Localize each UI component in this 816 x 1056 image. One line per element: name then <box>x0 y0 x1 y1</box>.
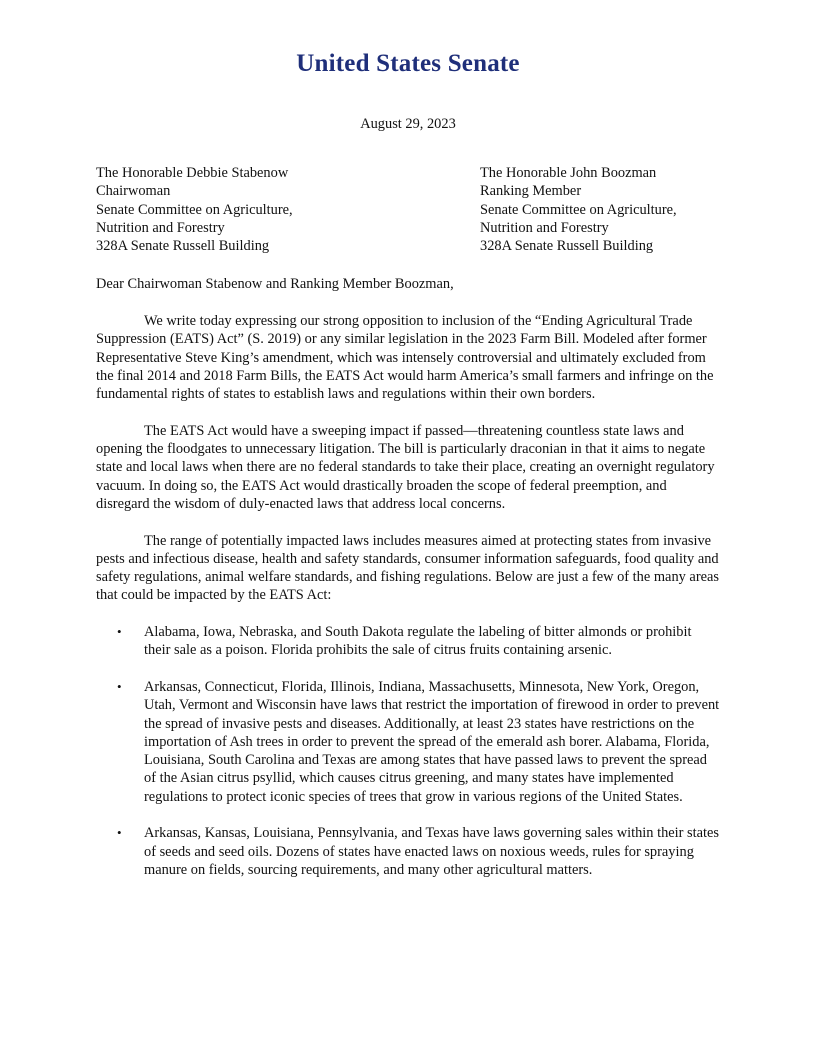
bullet-icon: • <box>117 678 122 694</box>
recipient-right-line: The Honorable John Boozman <box>480 165 657 181</box>
list-item <box>96 623 720 660</box>
recipient-left <box>96 164 293 255</box>
recipient-right-line: 328A Senate Russell Building <box>480 238 654 255</box>
list-item-text: Arkansas, Connecticut, Florida, Illinois, Indiana, Massachusetts, Minnesota, New York, Oregon, Utah, Vermont and Wisconsin have laws that restrict the importation of firewood in order to prevent the spread of invasive pests and diseases. Additionally, at least 23 states have restrictions on the importation of Ash trees in order to prevent the spread of the emerald ash borer. Alabama, Florida, Louisiana, South Carolina and Texas are among states that have passed laws to prevent the spread of the Asian citrus psyllid, which causes citrus greening, and many states have implemented regulations to protect iconic species of trees that grow in various regions of the United States. <box>144 678 720 805</box>
body-paragraph: The range of potentially impacted laws includes measures aimed at protecting states from invasive pests and infectious disease, health and safety standards, consumer information safeguards, food quality and safety regulations, animal welfare standards, and fishing regulations. Below are just a few of the many areas that could be impacted by the EATS Act: <box>96 532 719 604</box>
list-item-text: Alabama, Iowa, Nebraska, and South Dakota regulate the labeling of bitter almonds or prohibit their sale as a poison. Florida prohibits the sale of citrus fruits containing arsenic. <box>144 624 692 659</box>
recipient-left-line: Senate Committee on Agriculture, <box>96 201 293 218</box>
recipient-left-line: Chairwoman <box>96 183 171 200</box>
recipient-left-line: The Honorable Debbie Stabenow <box>96 165 289 181</box>
recipient-left-line: 328A Senate Russell Building <box>96 238 270 255</box>
bullet-icon: • <box>117 624 122 640</box>
recipient-right <box>480 164 677 255</box>
letter-date: August 29, 2023 <box>360 116 456 132</box>
list-item <box>96 824 720 879</box>
list-item <box>96 678 720 806</box>
salutation: Dear Chairwoman Stabenow and Ranking Member Boozman, <box>96 276 454 292</box>
recipient-left-line: Nutrition and Forestry <box>96 219 225 236</box>
body-paragraph: We write today expressing our strong opposition to inclusion of the “Ending Agricultural Trade Suppression (EATS) Act” (S. 2019) or any similar legislation in the 2023 Farm Bill. Modeled after former Representative Steve King’s amendment, which was intensely controversial and ultimately excluded from the final 2014 and 2018 Farm Bills, the EATS Act would harm America’s small farmers and infringe on the fundamental rights of states to establish laws and regulations within their own borders. <box>96 313 714 403</box>
recipient-right-line: Nutrition and Forestry <box>480 219 609 236</box>
bullet-list <box>96 623 720 879</box>
body-paragraph: The EATS Act would have a sweeping impact if passed—threatening countless state laws and opening the floodgates to unnecessary litigation. The bill is particularly draconian in that it aims to negate state and local laws when there are no federal standards to take their place, creating an overnight regulatory vacuum. In doing so, the EATS Act would drastically broaden the scope of federal preemption, and disregard the wisdom of duly-enacted laws that address local concerns. <box>96 422 715 512</box>
letterhead-title: United States Senate <box>296 50 520 77</box>
letter-body <box>96 312 720 898</box>
list-item-text: Arkansas, Kansas, Louisiana, Pennsylvania, and Texas have laws governing sales within their states of seeds and seed oils. Dozens of states have enacted laws on noxious weeds, rules for spraying manure on fields, sourcing requirements, and many other agricultural matters. <box>144 825 720 878</box>
bullet-icon: • <box>117 825 122 841</box>
recipient-right-line: Ranking Member <box>480 183 582 200</box>
recipient-right-line: Senate Committee on Agriculture, <box>480 201 677 218</box>
